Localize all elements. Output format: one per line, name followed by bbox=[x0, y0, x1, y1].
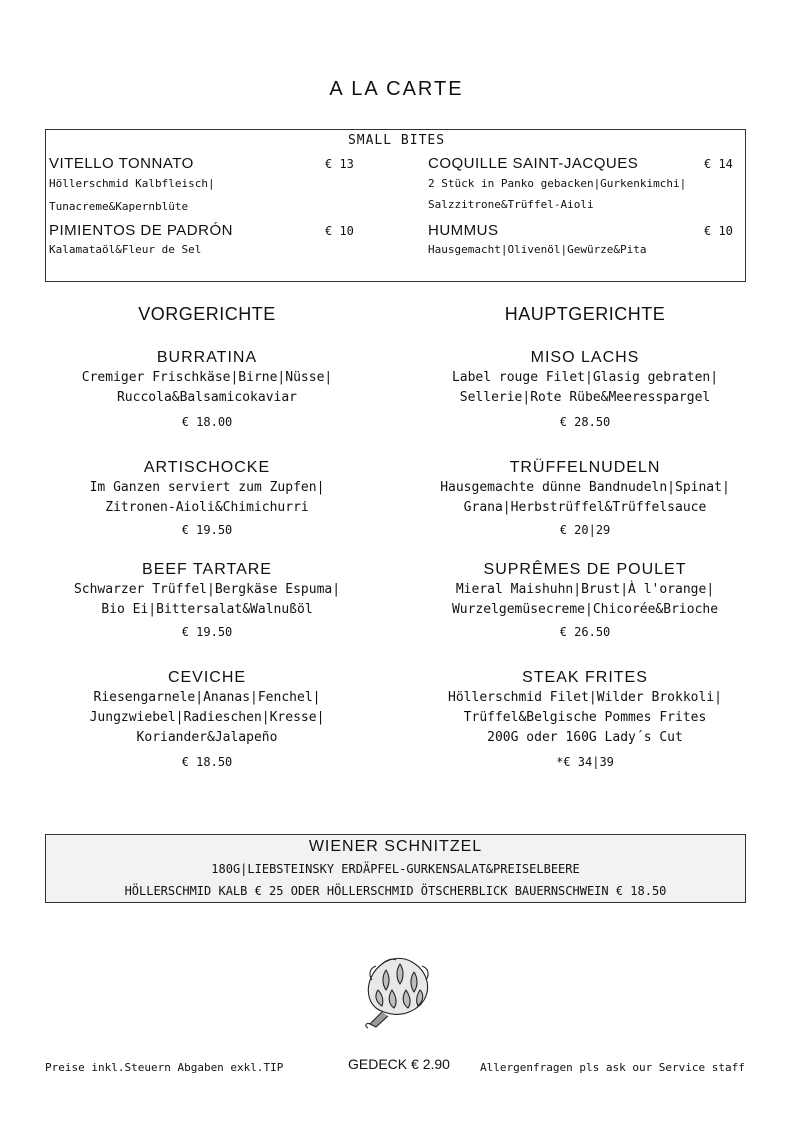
dish-description: Label rouge Filet|Glasig gebraten| Sellerie|Rote Rübe&Meeresspargel bbox=[451, 370, 719, 405]
footer-allergen-note: Allergenfragen pls ask our Service staff bbox=[480, 1061, 745, 1074]
dish-price: € 19.50 bbox=[181, 625, 233, 639]
sb-item-desc: Salzzitrone&Trüffel-Aioli bbox=[428, 198, 594, 211]
sb-item-desc: Hausgemacht|Olivenöl|Gewürze&Pita bbox=[428, 243, 647, 256]
small-bites-heading: SMALL BITES bbox=[347, 133, 446, 148]
dish-description: Hausgemachte dünne Bandnudeln|Spinat| Grana|Herbstrüffel&Trüffelsauce bbox=[440, 480, 730, 515]
vorgerichte-heading: VORGERICHTE bbox=[138, 304, 276, 324]
dish-price: € 28.50 bbox=[559, 415, 611, 429]
dish-price: € 18.50 bbox=[181, 755, 233, 769]
hauptgerichte-heading: HAUPTGERICHTE bbox=[504, 304, 666, 324]
wiener-schnitzel-title: WIENER SCHNITZEL bbox=[308, 838, 483, 855]
dish-name: SUPRÊMES DE POULET bbox=[483, 561, 687, 578]
dish-name: TRÜFFELNUDELN bbox=[509, 459, 661, 476]
sb-item-price: € 14 bbox=[704, 157, 733, 171]
dish-name: CEVICHE bbox=[167, 669, 247, 686]
dish-price: € 18.00 bbox=[181, 415, 233, 429]
dish-price: *€ 34|39 bbox=[556, 755, 614, 769]
wiener-schnitzel-line: HÖLLERSCHMID KALB € 25 ODER HÖLLERSCHMID ÖTSCHERBLICK BAUERNSCHWEIN € 18.50 bbox=[124, 884, 667, 898]
sb-item-name: HUMMUS bbox=[428, 222, 499, 239]
dish-name: ARTISCHOCKE bbox=[143, 459, 271, 476]
dish-description: Höllerschmid Filet|Wilder Brokkoli| Trüffel&Belgische Pommes Frites 200G oder 160G Lady´s Cut bbox=[448, 690, 722, 745]
sb-item-desc: Höllerschmid Kalbfleisch| bbox=[49, 177, 215, 190]
sb-item-desc: Tunacreme&Kapernblüte bbox=[49, 200, 189, 213]
dish-description: Riesengarnele|Ananas|Fenchel| Jungzwiebel|Radieschen|Kresse| Koriander&Jalapeño bbox=[89, 690, 325, 745]
dish-price: € 19.50 bbox=[181, 523, 233, 537]
dish-name: STEAK FRITES bbox=[522, 669, 648, 686]
wiener-schnitzel-line: 180G|LIEBSTEINSKY ERDÄPFEL-GURKENSALAT&PREISELBEERE bbox=[211, 862, 580, 876]
page-title: A LA CARTE bbox=[329, 78, 464, 100]
sb-item-price: € 13 bbox=[325, 157, 354, 171]
sb-item-name: COQUILLE SAINT-JACQUES bbox=[428, 155, 639, 172]
sb-item-price: € 10 bbox=[325, 224, 354, 238]
dish-name: MISO LACHS bbox=[530, 349, 640, 366]
sb-item-desc: 2 Stück in Panko gebacken|Gurkenkimchi| bbox=[428, 177, 687, 190]
dish-price: € 20|29 bbox=[559, 523, 611, 537]
sb-item-price: € 10 bbox=[704, 224, 733, 238]
footer-price-note: Preise inkl.Steuern Abgaben exkl.TIP bbox=[45, 1061, 284, 1074]
dish-description: Im Ganzen serviert zum Zupfen| Zitronen-Aioli&Chimichurri bbox=[89, 480, 325, 515]
artichoke-icon bbox=[356, 950, 436, 1030]
dish-price: € 26.50 bbox=[559, 625, 611, 639]
dish-description: Mieral Maishuhn|Brust|À l'orange| Wurzelgemüsecreme|Chicorée&Brioche bbox=[451, 582, 719, 617]
sb-item-name: VITELLO TONNATO bbox=[49, 155, 194, 172]
dish-name: BEEF TARTARE bbox=[142, 561, 272, 578]
dish-description: Schwarzer Trüffel|Bergkäse Espuma| Bio Ei|Bittersalat&Walnußöl bbox=[73, 582, 341, 617]
sb-item-desc: Kalamataöl&Fleur de Sel bbox=[49, 243, 202, 256]
dish-name: BURRATINA bbox=[156, 349, 258, 366]
sb-item-name: PIMIENTOS DE PADRÓN bbox=[49, 222, 233, 239]
dish-description: Cremiger Frischkäse|Birne|Nüsse| Ruccola&Balsamicokaviar bbox=[81, 370, 333, 405]
gedeck-price: GEDECK € 2.90 bbox=[348, 1056, 450, 1072]
